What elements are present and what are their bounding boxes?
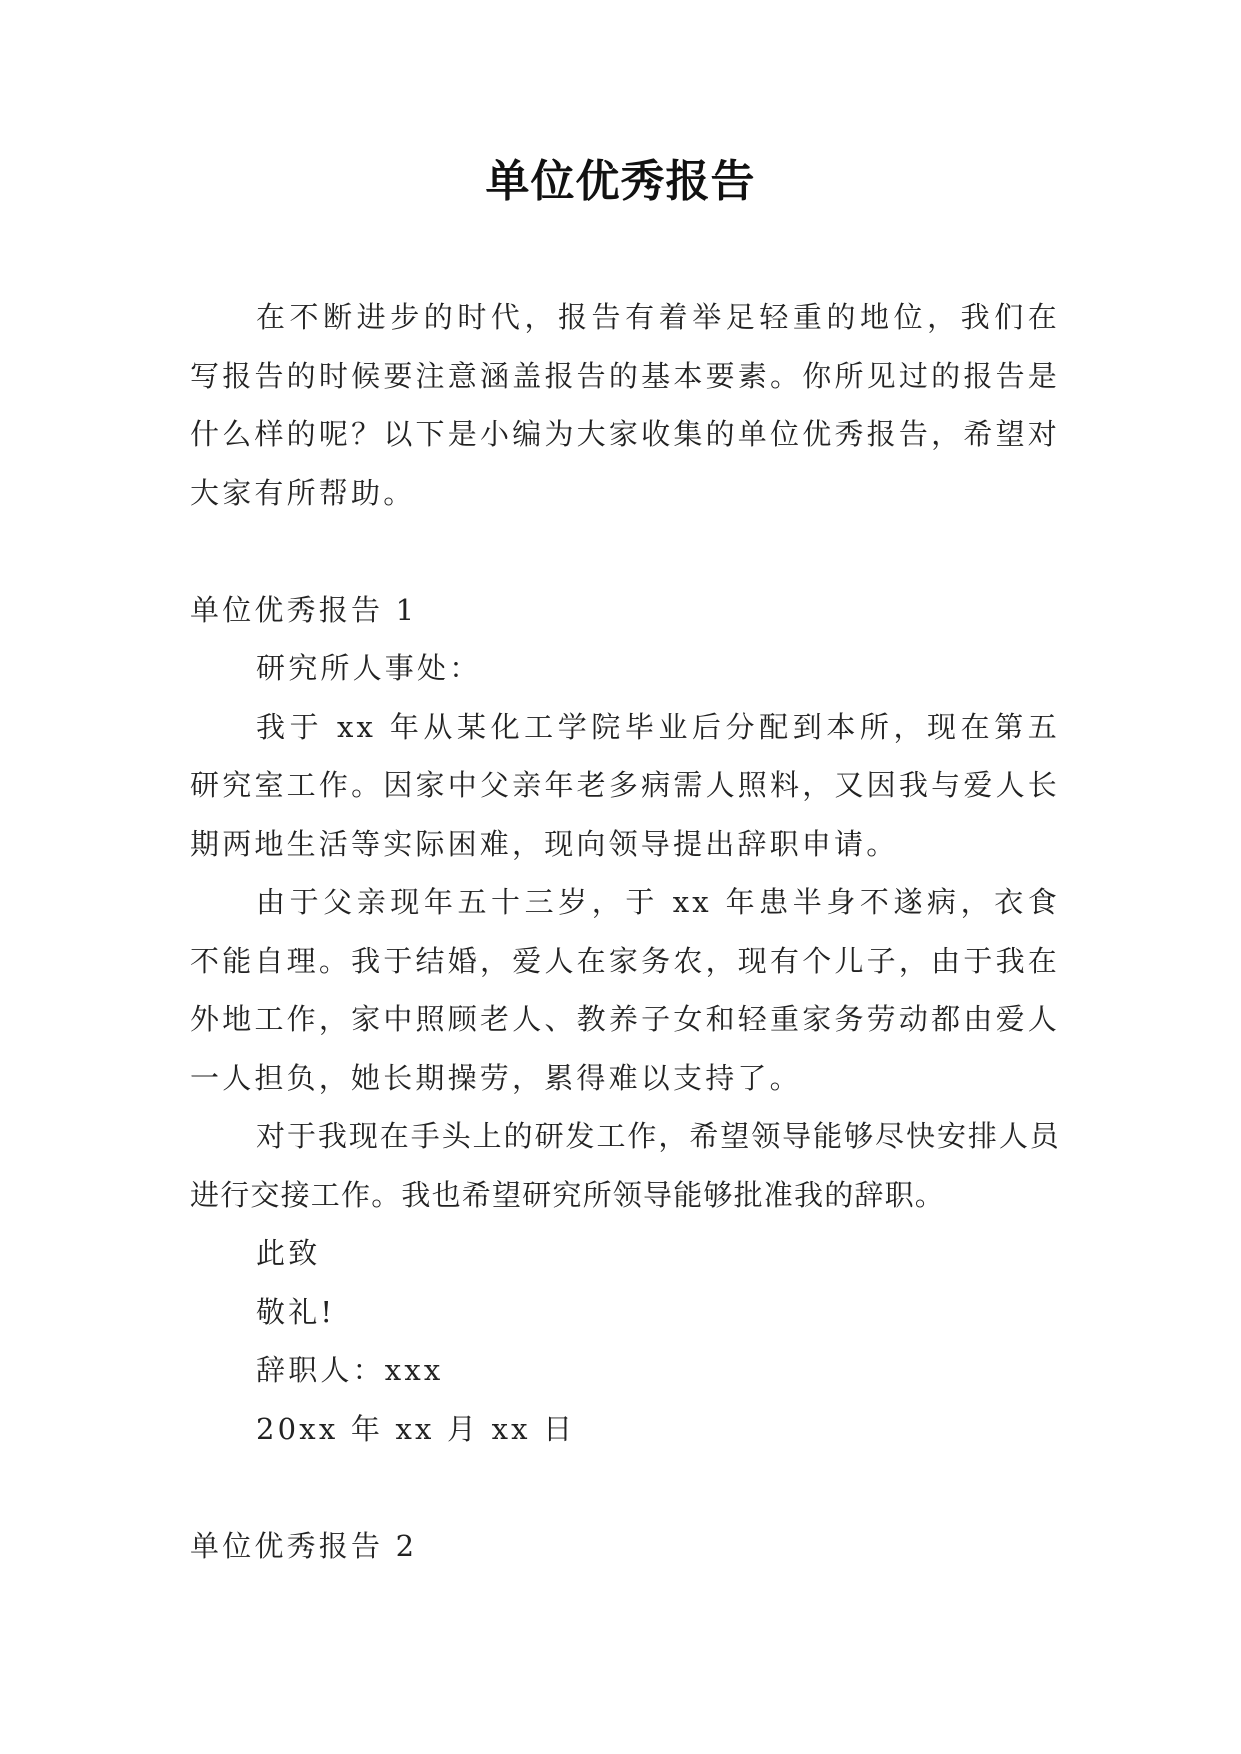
closing-line-1: 此致 — [256, 1236, 321, 1270]
section-heading-2: 单位优秀报告 2 — [190, 1528, 418, 1563]
document-body — [190, 288, 1060, 1575]
date-line: 20xx 年 xx 月 xx 日 — [256, 1411, 576, 1446]
closing-line-2: 敬礼! — [256, 1294, 336, 1329]
salutation: 研究所人事处： — [256, 651, 482, 685]
spacer — [190, 522, 1060, 581]
intro-paragraph: 在不断进步的时代，报告有着举足轻重的地位，我们在写报告的时候要注意涵盖报告的基本要素。你所见过的报告是什么样的呢？以下是小编为大家收集的单位优秀报告，希望对大家有所帮助。 — [190, 300, 1060, 510]
spacer — [190, 1458, 1060, 1517]
body-paragraph-3: 对于我现在手头上的研发工作，希望领导能够尽快安排人员进行交接工作。我也希望研究所领导能够批准我的辞职。 — [190, 1119, 1060, 1212]
section-heading-1: 单位优秀报告 1 — [190, 592, 418, 627]
body-paragraph-1: 我于 xx 年从某化工学院毕业后分配到本所，现在第五研究室工作。因家中父亲年老多病需人照料，又因我与爱人长期两地生活等实际困难，现向领导提出辞职申请。 — [190, 709, 1060, 861]
body-paragraph-2: 由于父亲现年五十三岁，于 xx 年患半身不遂病，衣食不能自理。我于结婚，爱人在家务农，现有个儿子，由于我在外地工作，家中照顾老人、教养子女和轻重家务劳动都由爱人一人担负，她长期操劳，累得难以支持了。 — [190, 885, 1060, 1095]
signature: 辞职人：xxx — [256, 1353, 444, 1387]
document-title: 单位优秀报告 — [485, 156, 756, 207]
